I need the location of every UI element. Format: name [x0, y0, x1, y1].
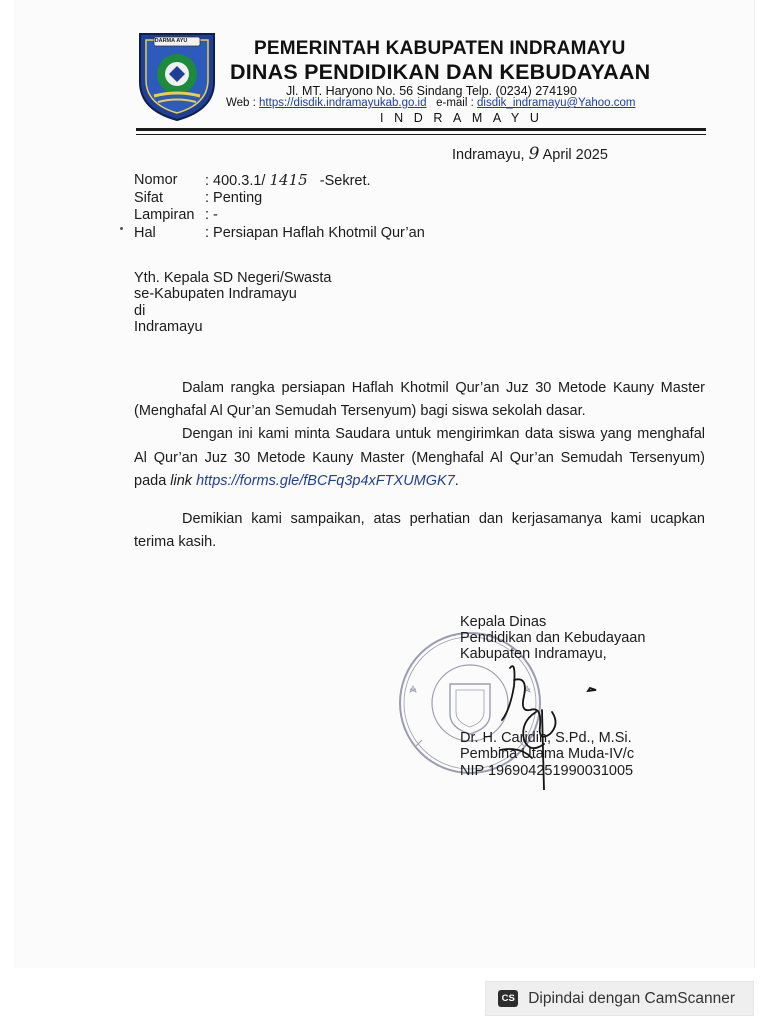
body-paragraph-3: Demikian kami sampaikan, atas perhatian dan kerjasamanya kami ucapkan terima kasih.: [134, 511, 705, 551]
meta-row-hal: [134, 225, 425, 242]
meta-value: : -: [205, 207, 218, 224]
web-label: Web :: [226, 97, 256, 109]
camscanner-label: Dipindai dengan CamScanner: [528, 989, 735, 1007]
camscanner-badge: [485, 981, 754, 1016]
meta-value: : Penting: [205, 190, 263, 207]
meta-number-suffix: -Sekret.: [319, 173, 371, 189]
signature-title-line: Kabupaten Indramayu,: [460, 646, 607, 662]
margin-dot: [120, 227, 123, 230]
letterhead-government: PEMERINTAH KABUPATEN INDRAMAYU: [254, 38, 626, 59]
logo-text: DARMA AYU: [154, 38, 188, 44]
body-paragraph-1: Dalam rangka persiapan Haflah Khotmil Qur’an Juz 30 Metode Kauny Master (Menghafal Al Qur’an Semudah Tersenyum) bagi siswa sekolah dasar.: [134, 380, 705, 420]
web-link[interactable]: https://disdik.indramayukab.go.id: [259, 97, 427, 109]
body-paragraph-2-end: .: [454, 472, 459, 489]
signature-title-line: Kepala Dinas: [460, 614, 547, 630]
letter-date: [452, 144, 608, 164]
signatory-nip: NIP 196904251990031005: [460, 762, 634, 779]
body-paragraph-2-text: Dengan ini kami minta Saudara untuk mengirimkan data siswa yang menghafal Al Qur’an Juz 30 Metode Kauny Master (Menghafal Al Qur’an Semudah Tersenyum) pada: [134, 426, 705, 489]
meta-row-sifat: [134, 190, 425, 207]
recipient-block: [134, 270, 331, 336]
meta-key: Lampiran: [134, 207, 195, 224]
meta-value: : Persiapan Haflah Khotmil Qur’an: [205, 224, 425, 241]
link-word: link: [170, 472, 193, 489]
date-place: Indramayu,: [452, 147, 525, 163]
signature-title-line: Pendidikan dan Kebudayaan: [460, 630, 646, 646]
body-paragraph-2: [134, 423, 705, 493]
meta-row-nomor: [134, 172, 425, 190]
form-link[interactable]: https://forms.gle/fBCFq3p4xFTXUMGK7: [196, 472, 455, 489]
meta-number-prefix: : 400.3.1/: [205, 173, 266, 189]
meta-number-handwritten: 1415: [269, 171, 308, 189]
signatory-block: [460, 730, 634, 779]
meta-key: Nomor: [134, 172, 178, 188]
letter-page: [14, 0, 755, 968]
recipient-line: Indramayu: [134, 319, 203, 336]
email-label: e-mail :: [436, 97, 474, 109]
letterhead-address: Jl. MT. Haryono No. 56 Sindang Telp. (0234) 274190: [286, 84, 577, 98]
recipient-line: Yth. Kepala SD Negeri/Swasta: [134, 270, 332, 286]
date-month-year: April 2025: [542, 147, 608, 163]
signatory-name: Dr. H. Caridin, S.Pd., M.Si.: [460, 730, 632, 746]
meta-key: Hal: [134, 224, 156, 241]
letterhead-rule-thin: [136, 134, 706, 135]
letterhead-contacts: [226, 97, 636, 109]
letter-meta: [134, 172, 425, 242]
letter-body: [134, 377, 705, 554]
meta-key: Sifat: [134, 190, 164, 207]
recipient-line: se-Kabupaten Indramayu: [134, 286, 297, 303]
recipient-line: di: [134, 302, 146, 319]
letterhead-city: INDRAMAYU: [380, 111, 550, 125]
meta-value: [205, 172, 371, 190]
meta-row-lampiran: [134, 207, 425, 224]
letterhead-agency: DINAS PENDIDIKAN DAN KEBUDAYAAN: [230, 60, 651, 84]
letterhead-rule-thick: [136, 128, 706, 131]
camscanner-icon: CS: [498, 990, 518, 1007]
email-link[interactable]: disdik_indramayu@Yahoo.com: [477, 97, 636, 109]
date-day-handwritten: 9: [528, 144, 540, 164]
signatory-rank: Pembina Utama Muda-IV/c: [460, 746, 635, 763]
